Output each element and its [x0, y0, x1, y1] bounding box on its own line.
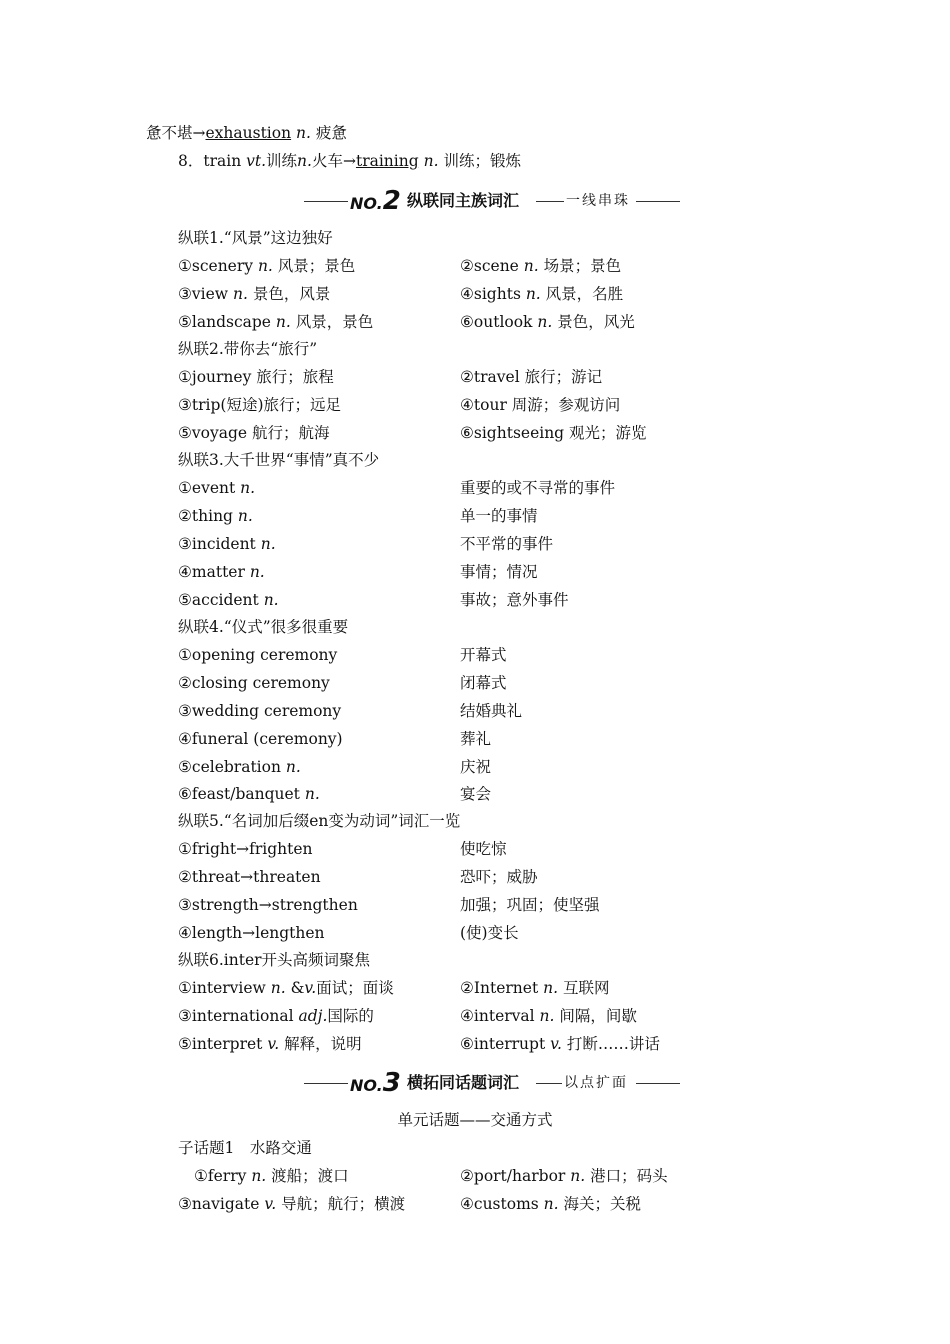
- section-header-3: [0, 1068, 950, 1098]
- section-number: NO.3: [350, 1068, 401, 1098]
- subtopic-title: 子话题1 水路交通: [178, 1139, 312, 1157]
- intro2-meaning: 训练；锻炼: [443, 152, 521, 170]
- vocab-row: ③strength→strengthen 加强；巩固；使坚强: [178, 896, 600, 914]
- vocab-row: ②closing ceremony 闭幕式: [178, 674, 507, 692]
- header-rule-mid: [536, 201, 564, 202]
- vocab-row: ①journey 旅行；旅程 ②travel 旅行；游记: [178, 368, 603, 386]
- vocab-row: ①scenery n. 风景；景色 ②scene n. 场景；景色: [178, 257, 622, 275]
- vocab-row: ②threat→threaten 恐吓；威胁: [178, 868, 538, 886]
- intro-pos: n.: [296, 124, 311, 142]
- group-title: 纵联6.inter开头高频词聚焦: [178, 951, 371, 969]
- intro-meaning: 疲惫: [315, 124, 347, 142]
- intro2-word: training: [355, 152, 419, 170]
- vocab-row: ①event n. 重要的或不寻常的事件: [178, 479, 616, 497]
- intro-prefix: 惫不堪→: [146, 124, 206, 142]
- vocab-row: ③trip(短途)旅行；远足 ④tour 周游；参观访问: [178, 396, 621, 414]
- header-rule-left: [304, 1083, 348, 1084]
- vocab-row: ③wedding ceremony 结婚典礼: [178, 702, 523, 720]
- vocab-row: ③navigate v. 导航；航行；横渡 ④customs n. 海关；关税: [178, 1195, 642, 1213]
- intro-line-1: [0, 121, 950, 145]
- vocab-row: ①interview n. &v.面试；面谈 ②Internet n. 互联网: [178, 979, 610, 997]
- intro-word: exhaustion: [205, 124, 292, 142]
- intro2-pos2: n.: [297, 152, 312, 170]
- group-title: 纵联3.大千世界“事情”真不少: [178, 451, 380, 469]
- intro2-prefix: 8．train: [178, 152, 247, 170]
- header-rule-right: [636, 1083, 680, 1084]
- intro-line-2: [0, 149, 950, 173]
- vocab-row: ④length→lengthen (使)变长: [178, 924, 519, 942]
- header-rule-left: [304, 201, 348, 202]
- vocab-row: ⑤voyage 航行；航海 ⑥sightseeing 观光；游览: [178, 424, 647, 442]
- vocab-row: ③international adj.国际的 ④interval n. 间隔，间歇: [178, 1007, 637, 1025]
- intro2-m1: 训练: [266, 152, 298, 170]
- header-rule-right: [636, 201, 680, 202]
- intro2-m2: 火车→: [311, 152, 356, 170]
- vocab-row: ②thing n. 单一的事情: [178, 507, 538, 525]
- vocab-row: ⑤interpret v. 解释，说明 ⑥interrupt v. 打断……讲话: [178, 1035, 660, 1053]
- vocab-row: ⑤accident n. 事故；意外事件: [178, 591, 569, 609]
- intro2-pos3: n.: [423, 152, 439, 170]
- group-title: 纵联1.“风景”这边独好: [178, 229, 333, 247]
- vocab-row: ④funeral (ceremony) 葬礼: [178, 730, 492, 748]
- header-rule-mid: [536, 1083, 562, 1084]
- unit-topic: 单元话题——交通方式: [397, 1111, 553, 1129]
- section-title: 横拓同话题词汇: [407, 1073, 520, 1092]
- section-title: 纵联同主族词汇: [407, 191, 520, 210]
- group-title: 纵联4.“仪式”很多很重要: [178, 618, 349, 636]
- intro2-pos1: vt.: [246, 152, 267, 170]
- vocab-row: ⑥feast/banquet n. 宴会: [178, 785, 492, 803]
- vocab-row: ①opening ceremony 开幕式: [178, 646, 507, 664]
- vocab-row: ④matter n. 事情；情况: [178, 563, 538, 581]
- vocab-row: ①ferry n. 渡船；渡口 ②port/harbor n. 港口；码头: [194, 1167, 668, 1185]
- vocab-row: ③view n. 景色，风景 ④sights n. 风景，名胜: [178, 285, 624, 303]
- vocab-row: ③incident n. 不平常的事件: [178, 535, 554, 553]
- section-tag: 以点扩面: [564, 1075, 628, 1091]
- vocab-row: ①fright→frighten 使吃惊: [178, 840, 507, 858]
- group-title: 纵联2.带你去“旅行”: [178, 340, 318, 358]
- vocab-row: ⑤landscape n. 风景，景色 ⑥outlook n. 景色，风光: [178, 313, 635, 331]
- section-tag: 一线串珠: [566, 193, 630, 209]
- vocab-row: ⑤celebration n. 庆祝: [178, 758, 492, 776]
- section-number: NO.2: [350, 186, 401, 216]
- section-header-2: [0, 186, 950, 216]
- group-title: 纵联5.“名词加后缀en变为动词”词汇一览: [178, 812, 461, 830]
